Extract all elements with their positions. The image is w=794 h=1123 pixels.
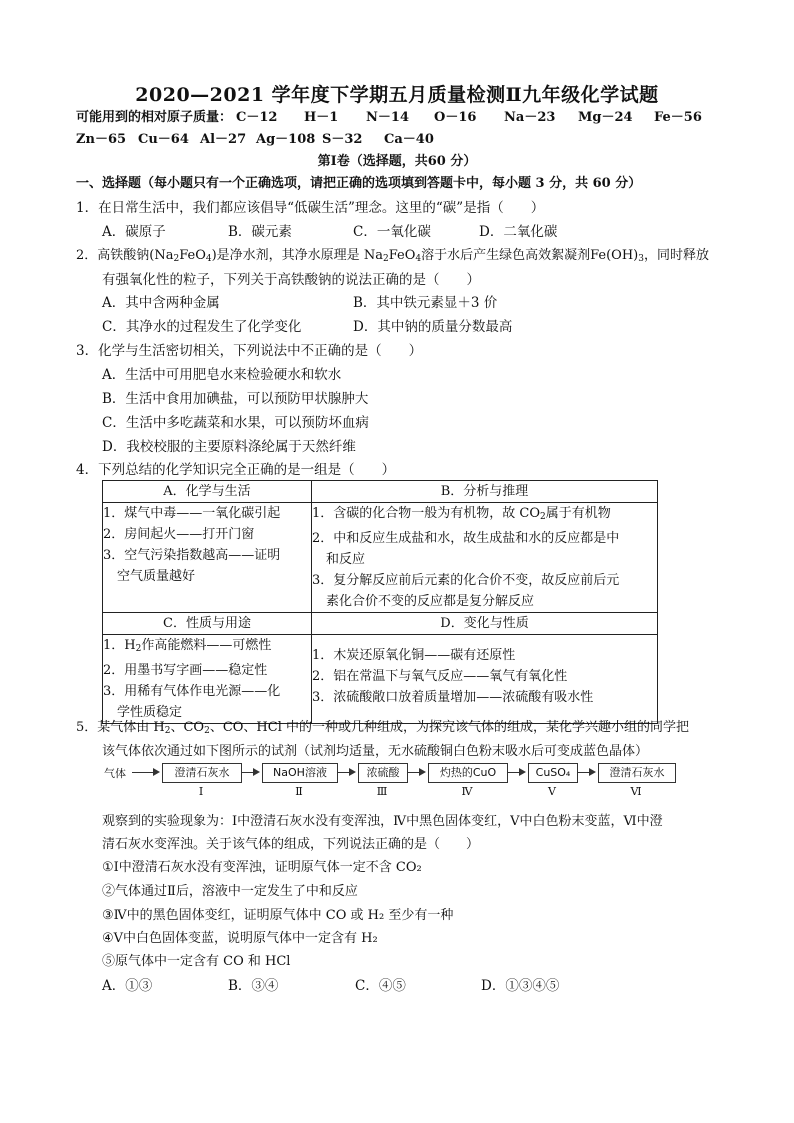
q5-text: 、CO、HCl 中的一种或几种组成，为探究该气体的组成，某化学兴趣小组的同学把 <box>209 720 690 735</box>
exam-title: 2020—2021 学年度下学期五月质量检测Ⅱ九年级化学试题 <box>135 84 659 106</box>
q2-text: )是净水剂，其净水原理是 Na <box>211 248 383 263</box>
q5-option-d[interactable]: D．①③④⑤ <box>481 978 560 994</box>
part-heading: 第Ⅰ卷（选择题，共60 分） <box>317 154 477 169</box>
q1-option-c[interactable]: C．一氧化碳 <box>353 224 431 240</box>
question-5-stem-line-1 <box>76 716 689 736</box>
q4-a-item-cont: 空气质量越好 <box>117 569 196 584</box>
q4-d-item: 3．浓硫酸敞口放着质量增加——浓硫酸有吸水性 <box>312 690 594 705</box>
q5-statement-3: ③Ⅳ中的黑色固体变红，证明原气体中 CO 或 H₂ 至少有一种 <box>102 908 454 923</box>
atomic-mass-item: N－14 <box>366 110 409 125</box>
q2-option-d[interactable]: D．其中钠的质量分数最高 <box>353 319 513 335</box>
atomic-mass-item: H－1 <box>304 110 339 125</box>
flow-arrowhead <box>519 768 526 776</box>
flow-arrowhead <box>253 768 260 776</box>
q5-text: 5．某气体由 H <box>76 720 165 735</box>
q4-head-c: C．性质与用途 <box>103 613 312 635</box>
flow-label-3: Ⅲ <box>376 785 388 798</box>
flow-box-6: 澄清石灰水 <box>598 763 676 783</box>
flow-box-5: CuSO₄ <box>528 763 578 783</box>
q4-head-a: A．化学与生活 <box>103 481 312 503</box>
q4-c-item <box>103 635 311 660</box>
flow-arrowhead <box>589 768 596 776</box>
q3-option-a[interactable]: A．生活中可用肥皂水来检验硬水和软水 <box>102 367 342 383</box>
q5-option-a[interactable]: A．①③ <box>102 978 153 994</box>
q2-sub: 2 <box>173 254 180 264</box>
atomic-mass-item: Ca－40 <box>384 132 434 147</box>
q4-b-text: 1．含碳的化合物一般为有机物，故 CO <box>312 506 541 521</box>
atomic-mass-row-2 <box>76 128 434 147</box>
q5-statement-4: ④Ⅴ中白色固体变蓝，说明原气体中一定含有 H₂ <box>102 931 378 946</box>
q4-head-b: B．分析与推理 <box>312 481 658 503</box>
q4-cell-c <box>103 635 312 724</box>
question-1-stem: 1．在日常生活中，我们都应该倡导“低碳生活”理念。这里的“碳”是指（ ） <box>76 200 545 216</box>
q4-c-text: 1．H <box>103 638 136 653</box>
q2-option-a[interactable]: A．其中含两种金属 <box>102 295 220 311</box>
q5-option-c[interactable]: C．④⑤ <box>355 978 406 994</box>
atomic-mass-item: Ag－108 <box>256 132 316 147</box>
q2-option-b[interactable]: B．其中铁元素显＋3 价 <box>353 295 498 311</box>
q5-observation-line-2: 清石灰水变浑浊。关于该气体的组成，下列说法正确的是（ ） <box>102 837 480 852</box>
flow-label-2: Ⅱ <box>295 785 303 798</box>
q5-statement-5: ⑤原气体中一定含有 CO 和 HCl <box>102 954 291 969</box>
q3-option-c[interactable]: C．生活中多吃蔬菜和水果，可以预防坏血病 <box>102 415 369 431</box>
section-heading: 一、选择题（每小题只有一个正确选项，请把正确的选项填到答题卡中，每小题 3 分，共 60 分） <box>76 176 642 191</box>
atomic-mass-item: Zn－65 <box>76 132 127 147</box>
q1-option-d[interactable]: D．二氧化碳 <box>479 224 558 240</box>
flow-gas-label: 气体 <box>104 767 126 780</box>
q2-sub: 3 <box>638 254 644 264</box>
q1-option-a[interactable]: A．碳原子 <box>102 224 166 240</box>
flow-arrowhead <box>153 768 160 776</box>
q4-b-item <box>312 503 657 528</box>
q4-head-d: D．变化与性质 <box>312 613 658 635</box>
flow-box-3: 浓硫酸 <box>358 763 408 783</box>
q2-text: 2．高铁酸钠(Na <box>76 248 174 263</box>
q2-text: FeO <box>388 248 416 263</box>
q2-sub: 4 <box>205 254 212 264</box>
q4-d-item: 1．木炭还原氧化铜——碳有还原性 <box>312 648 516 663</box>
q4-a-item: 3．空气污染指数越高——证明 <box>103 548 281 563</box>
q1-option-b[interactable]: B．碳元素 <box>228 224 292 240</box>
q5-sub: 2 <box>164 726 171 736</box>
q4-c-sub: 2 <box>135 644 142 654</box>
atomic-mass-item: O－16 <box>434 110 477 125</box>
flow-label-1: Ⅰ <box>198 785 204 798</box>
atomic-mass-item: Na－23 <box>504 110 556 125</box>
q2-text: 溶于水后产生绿色高效絮凝剂Fe(OH) <box>421 248 639 263</box>
atomic-mass-row-1 <box>76 106 702 125</box>
flow-label-4: Ⅳ <box>461 785 473 798</box>
q4-b-item: 3．复分解反应前后元素的化合价不变，故反应前后元 <box>312 573 620 588</box>
q4-b-item-cont: 和反应 <box>326 552 366 567</box>
q4-c-item: 2．用墨书写字画——稳定性 <box>103 663 268 678</box>
q4-a-item: 1．煤气中毒——一氧化碳引起 <box>103 506 281 521</box>
q3-option-b[interactable]: B．生活中食用加碘盐，可以预防甲状腺肿大 <box>102 391 369 407</box>
q3-option-d[interactable]: D．我校校服的主要原料涤纶属于天然纤维 <box>102 439 356 455</box>
q4-b-sub: 2 <box>540 512 546 522</box>
question-4-table <box>102 480 658 724</box>
atomic-mass-item: Cu－64 <box>138 132 189 147</box>
flow-box-4: 灼热的CuO <box>428 763 508 783</box>
flow-arrow <box>132 772 154 773</box>
q5-statement-2: ②气体通过Ⅱ后，溶液中一定发生了中和反应 <box>102 884 358 899</box>
atomic-mass-item: C－12 <box>236 110 278 125</box>
flow-label-6: Ⅵ <box>630 785 642 798</box>
q4-a-item: 2．房间起火——打开门窗 <box>103 527 255 542</box>
q4-c-text: 作高能燃料——可燃性 <box>141 638 272 653</box>
q4-cell-a <box>103 503 312 613</box>
flow-box-2: NaOH溶液 <box>262 763 338 783</box>
question-2-stem-line-1 <box>76 244 709 264</box>
flow-arrowhead <box>419 768 426 776</box>
question-2-stem-line-2: 有强氧化性的粒子，下列关于高铁酸钠的说法正确的是（ ） <box>102 272 480 288</box>
atomic-mass-label: 可能用到的相对原子质量： <box>76 110 233 125</box>
question-5-stem-line-2: 该气体依次通过如下图所示的试剂（试剂均适量，无水硫酸铜白色粉末吸水后可变成蓝色晶体） <box>102 744 649 759</box>
flow-label-5: Ⅴ <box>548 785 556 798</box>
q2-sub: 2 <box>382 254 389 264</box>
q4-c-item: 3．用稀有气体作电光源——化 <box>103 684 281 699</box>
q2-text: ，同时释放 <box>643 248 709 263</box>
q4-b-item: 2．中和反应生成盐和水，故生成盐和水的反应都是中 <box>312 531 620 546</box>
q5-observation-line-1: 观察到的实验现象为：Ⅰ中澄清石灰水没有变浑浊，Ⅳ中黑色固体变红，Ⅴ中白色粉末变蓝，Ⅵ中澄 <box>102 814 663 829</box>
q4-b-item-cont: 素化合价不变的反应都是复分解反应 <box>326 594 535 609</box>
reagent-flow-diagram <box>104 763 684 803</box>
flow-box-1: 澄清石灰水 <box>162 763 242 783</box>
question-4-stem: 4．下列总结的化学知识完全正确的是一组是（ ） <box>76 462 396 478</box>
q5-text: 、CO <box>170 720 205 735</box>
q4-cell-b <box>312 503 658 613</box>
question-3-stem: 3．化学与生活密切相关，下列说法中不正确的是（ ） <box>76 343 423 359</box>
q4-b-text: 属于有机物 <box>545 506 611 521</box>
q2-text: FeO <box>179 248 206 263</box>
flow-arrowhead <box>349 768 356 776</box>
atomic-mass-item: Mg－24 <box>578 110 633 125</box>
atomic-mass-item: Fe－56 <box>654 110 702 125</box>
q2-option-c[interactable]: C．其净水的过程发生了化学变化 <box>102 319 302 335</box>
q2-sub: 4 <box>415 254 422 264</box>
q5-sub: 2 <box>204 726 210 736</box>
atomic-mass-item: S－32 <box>322 132 363 147</box>
q5-option-b[interactable]: B．③④ <box>228 978 279 994</box>
q4-d-item: 2．铝在常温下与氧气反应——氧气有氧化性 <box>312 669 568 684</box>
q4-c-item-cont: 学性质稳定 <box>117 705 183 720</box>
q4-cell-d <box>312 635 658 724</box>
q5-statement-1: ①Ⅰ中澄清石灰水没有变浑浊，证明原气体一定不含 CO₂ <box>102 860 422 875</box>
atomic-mass-item: Al－27 <box>200 132 247 147</box>
